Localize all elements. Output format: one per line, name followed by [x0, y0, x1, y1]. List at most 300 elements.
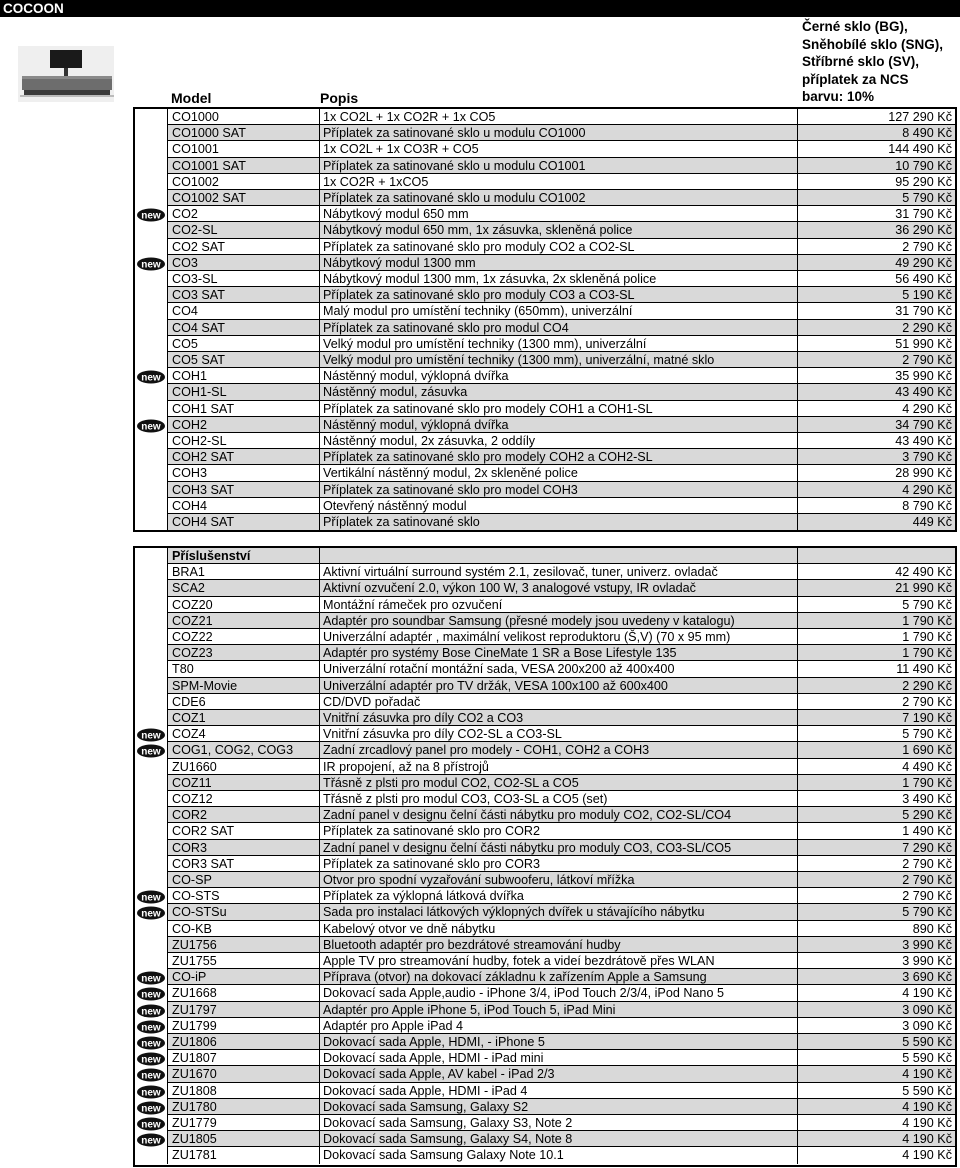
- price-cell: 3 490 Kč: [797, 791, 955, 807]
- model-cell: CO3 SAT: [167, 287, 319, 303]
- model-cell: CO5 SAT: [167, 352, 319, 368]
- model-cell: ZU1799: [167, 1018, 319, 1034]
- page-title: COCOON: [3, 1, 64, 16]
- model-cell: ZU1670: [167, 1066, 319, 1082]
- description-cell: Adaptér pro soundbar Samsung (přesné modely jsou uvedeny v katalogu): [319, 613, 797, 629]
- price-cell: 5 190 Kč: [797, 287, 955, 303]
- new-badge-icon: [135, 206, 167, 222]
- table-row: [135, 694, 955, 710]
- description-cell: Dokovací sada Apple,audio - iPhone 3/4, iPod Touch 2/3/4, iPod Nano 5: [319, 985, 797, 1001]
- table-row: [135, 969, 955, 985]
- table-row: [135, 384, 955, 400]
- description-cell: Univerzální rotační montážní sada, VESA 200x200 až 400x400: [319, 661, 797, 677]
- new-badge-label: new: [141, 730, 161, 742]
- description-cell: Montážní rámeček pro ozvučení: [319, 597, 797, 613]
- model-cell: COZ22: [167, 629, 319, 645]
- price-cell: 21 990 Kč: [797, 580, 955, 596]
- description-cell: Příprava (otvor) na dokovací základnu k zařízením Apple a Samsung: [319, 969, 797, 985]
- section-header-row: [135, 548, 955, 564]
- price-cell: 5 790 Kč: [797, 904, 955, 920]
- table-row: [135, 1131, 955, 1147]
- column-header-model: Model: [171, 90, 212, 106]
- description-cell: Příplatek za satinované sklo pro moduly CO3 a CO3-SL: [319, 287, 797, 303]
- new-badge-label: new: [141, 1135, 161, 1147]
- description-cell: Příplatek za satinované sklo pro model COH3: [319, 482, 797, 498]
- model-cell: ZU1806: [167, 1034, 319, 1050]
- description-cell: Nástěnný modul, výklopná dvířka: [319, 417, 797, 433]
- table-row: [135, 710, 955, 726]
- model-cell: CO4: [167, 303, 319, 319]
- table-row: [135, 580, 955, 596]
- price-cell: 3 990 Kč: [797, 937, 955, 953]
- new-badge-icon: [135, 1002, 167, 1018]
- description-cell: Dokovací sada Apple, HDMI - iPad 4: [319, 1083, 797, 1099]
- description-cell: Dokovací sada Apple, HDMI - iPad mini: [319, 1050, 797, 1066]
- table-row: [135, 498, 955, 514]
- price-header-line: barvu: 10%: [802, 89, 875, 104]
- table-row: [135, 775, 955, 791]
- description-cell: Bluetooth adaptér pro bezdrátové streamování hudby: [319, 937, 797, 953]
- price-cell: 3 990 Kč: [797, 953, 955, 969]
- price-cell: 11 490 Kč: [797, 661, 955, 677]
- table-row: [135, 336, 955, 352]
- new-badge-icon: [135, 742, 167, 758]
- price-cell: 4 190 Kč: [797, 985, 955, 1001]
- description-cell: Univerzální adaptér pro TV držák, VESA 100x100 až 600x400: [319, 678, 797, 694]
- model-cell: CO-iP: [167, 969, 319, 985]
- table-row: [135, 158, 955, 174]
- description-cell: Zadní zrcadlový panel pro modely - COH1, COH2 a COH3: [319, 742, 797, 758]
- model-cell: CO-KB: [167, 921, 319, 937]
- new-badge-icon: [135, 1066, 167, 1082]
- price-cell: 4 190 Kč: [797, 1115, 955, 1131]
- model-cell: CO-SP: [167, 872, 319, 888]
- new-badge-label: new: [141, 210, 161, 222]
- model-cell: ZU1808: [167, 1083, 319, 1099]
- description-cell: CD/DVD pořadač: [319, 694, 797, 710]
- price-cell: 2 790 Kč: [797, 888, 955, 904]
- price-cell: 35 990 Kč: [797, 368, 955, 384]
- model-cell: SPM-Movie: [167, 678, 319, 694]
- model-cell: CO1000: [167, 109, 319, 125]
- model-cell: CO2-SL: [167, 222, 319, 238]
- model-cell: COH2: [167, 417, 319, 433]
- description-cell: Adaptér pro Apple iPad 4: [319, 1018, 797, 1034]
- table-row: [135, 921, 955, 937]
- table-row: [135, 222, 955, 238]
- description-cell: Dokovací sada Apple, AV kabel - iPad 2/3: [319, 1066, 797, 1082]
- table-row: [135, 1147, 955, 1163]
- description-cell: Aktivní ozvučení 2.0, výkon 100 W, 3 analogové vstupy, IR ovladač: [319, 580, 797, 596]
- description-cell: Otevřený nástěnný modul: [319, 498, 797, 514]
- table-row: [135, 514, 955, 530]
- model-cell: CO2: [167, 206, 319, 222]
- description-cell: Nástěnný modul, 2x zásuvka, 2 oddíly: [319, 433, 797, 449]
- column-header-price: [802, 18, 957, 106]
- table-row: [135, 791, 955, 807]
- model-cell: ZU1780: [167, 1099, 319, 1115]
- price-cell: 2 790 Kč: [797, 856, 955, 872]
- model-cell: CO5: [167, 336, 319, 352]
- description-cell: Nábytkový modul 1300 mm: [319, 255, 797, 271]
- description-cell: IR propojení, až na 8 přístrojů: [319, 759, 797, 775]
- model-cell: ZU1779: [167, 1115, 319, 1131]
- price-cell: 95 290 Kč: [797, 174, 955, 190]
- model-cell: T80: [167, 661, 319, 677]
- model-cell: CO1001: [167, 141, 319, 157]
- description-cell: Velký modul pro umístění techniky (1300 mm), univerzální, matné sklo: [319, 352, 797, 368]
- new-badge-label: new: [141, 1103, 161, 1115]
- new-badge-icon: [135, 417, 167, 433]
- table-row: [135, 303, 955, 319]
- price-cell: 890 Kč: [797, 921, 955, 937]
- price-cell: 2 790 Kč: [797, 352, 955, 368]
- model-cell: Příslušenství: [167, 548, 319, 564]
- new-badge-label: new: [141, 989, 161, 1001]
- new-badge-label: new: [141, 1119, 161, 1131]
- new-badge-icon: [135, 1018, 167, 1034]
- model-cell: CO2 SAT: [167, 239, 319, 255]
- price-header-line: příplatek za NCS: [802, 71, 909, 87]
- new-badge-icon: [135, 1050, 167, 1066]
- new-badge-icon: [135, 368, 167, 384]
- model-cell: ZU1797: [167, 1002, 319, 1018]
- model-cell: COZ23: [167, 645, 319, 661]
- price-cell: [797, 548, 955, 564]
- column-header-description: Popis: [320, 90, 359, 106]
- description-cell: 1x CO2L + 1x CO3R + CO5: [319, 141, 797, 157]
- table-row: [135, 742, 955, 758]
- table-row: [135, 320, 955, 336]
- table-row: [135, 985, 955, 1001]
- model-cell: COZ21: [167, 613, 319, 629]
- new-badge-icon: [135, 1099, 167, 1115]
- price-cell: 127 290 Kč: [797, 109, 955, 125]
- model-cell: CO1000 SAT: [167, 125, 319, 141]
- price-cell: 5 790 Kč: [797, 597, 955, 613]
- description-cell: Dokovací sada Samsung, Galaxy S4, Note 8: [319, 1131, 797, 1147]
- new-badge-icon: [135, 1131, 167, 1147]
- description-cell: Příplatek za satinované sklo u modulu CO1001: [319, 158, 797, 174]
- description-cell: Nástěnný modul, zásuvka: [319, 384, 797, 400]
- model-cell: ZU1668: [167, 985, 319, 1001]
- model-cell: COH1: [167, 368, 319, 384]
- model-cell: COR2 SAT: [167, 823, 319, 839]
- description-cell: Sada pro instalaci látkových výklopných dvířek u stávajícího nábytku: [319, 904, 797, 920]
- price-cell: 28 990 Kč: [797, 465, 955, 481]
- description-cell: Příplatek za satinované sklo pro modul CO4: [319, 320, 797, 336]
- new-badge-label: new: [141, 746, 161, 758]
- description-cell: Vertikální nástěnný modul, 2x skleněné police: [319, 465, 797, 481]
- new-badge-label: new: [141, 1087, 161, 1099]
- new-badge-label: new: [141, 1054, 161, 1066]
- description-cell: Příplatek za výklopná látková dvířka: [319, 888, 797, 904]
- price-cell: 5 290 Kč: [797, 807, 955, 823]
- table-row: [135, 287, 955, 303]
- table-row: [135, 807, 955, 823]
- price-cell: 1 790 Kč: [797, 775, 955, 791]
- price-cell: 51 990 Kč: [797, 336, 955, 352]
- model-cell: ZU1756: [167, 937, 319, 953]
- price-cell: 1 690 Kč: [797, 742, 955, 758]
- price-cell: 4 190 Kč: [797, 1131, 955, 1147]
- product-image: [12, 42, 120, 106]
- table-row: [135, 1083, 955, 1099]
- model-cell: CO-STS: [167, 888, 319, 904]
- table-row: [135, 239, 955, 255]
- description-cell: Příplatek za satinované sklo: [319, 514, 797, 530]
- new-badge-label: new: [141, 892, 161, 904]
- price-cell: 43 490 Kč: [797, 384, 955, 400]
- title-bar: [0, 0, 960, 17]
- price-cell: 2 790 Kč: [797, 872, 955, 888]
- price-cell: 3 790 Kč: [797, 449, 955, 465]
- description-cell: Třásně z plsti pro modul CO2, CO2-SL a CO5: [319, 775, 797, 791]
- table-row: [135, 904, 955, 920]
- model-cell: ZU1805: [167, 1131, 319, 1147]
- table-row: [135, 449, 955, 465]
- model-cell: COR3 SAT: [167, 856, 319, 872]
- model-cell: SCA2: [167, 580, 319, 596]
- price-cell: 43 490 Kč: [797, 433, 955, 449]
- table-row: [135, 1115, 955, 1131]
- model-cell: COZ20: [167, 597, 319, 613]
- price-cell: 1 790 Kč: [797, 645, 955, 661]
- table-row: [135, 840, 955, 856]
- description-cell: Příplatek za satinované sklo u modulu CO1002: [319, 190, 797, 206]
- table-row: [135, 109, 955, 125]
- model-cell: COZ4: [167, 726, 319, 742]
- table-row: [135, 564, 955, 580]
- table-row: [135, 174, 955, 190]
- table-row: [135, 368, 955, 384]
- price-cell: 49 290 Kč: [797, 255, 955, 271]
- new-badge-icon: [135, 1083, 167, 1099]
- model-cell: COZ12: [167, 791, 319, 807]
- table-row: [135, 271, 955, 287]
- price-cell: 31 790 Kč: [797, 206, 955, 222]
- table-row: [135, 678, 955, 694]
- price-cell: 36 290 Kč: [797, 222, 955, 238]
- model-cell: COZ11: [167, 775, 319, 791]
- new-badge-icon: [135, 1034, 167, 1050]
- table-row: [135, 597, 955, 613]
- table-row: [135, 661, 955, 677]
- price-cell: 4 490 Kč: [797, 759, 955, 775]
- price-cell: 449 Kč: [797, 514, 955, 530]
- description-cell: Malý modul pro umístění techniky (650mm), univerzální: [319, 303, 797, 319]
- model-cell: ZU1807: [167, 1050, 319, 1066]
- price-cell: 56 490 Kč: [797, 271, 955, 287]
- description-cell: 1x CO2R + 1xCO5: [319, 174, 797, 190]
- price-header-line: Černé sklo (BG),: [802, 19, 908, 34]
- description-cell: Příplatek za satinované sklo pro modely COH2 a COH2-SL: [319, 449, 797, 465]
- table-row: [135, 1066, 955, 1082]
- price-header-line: Sněhobílé sklo (SNG),: [802, 36, 944, 52]
- model-cell: CO1001 SAT: [167, 158, 319, 174]
- model-cell: COH1 SAT: [167, 401, 319, 417]
- table-row: [135, 856, 955, 872]
- price-cell: 3 090 Kč: [797, 1002, 955, 1018]
- new-badge-label: new: [141, 259, 161, 271]
- price-cell: 31 790 Kč: [797, 303, 955, 319]
- description-cell: Dokovací sada Samsung, Galaxy S2: [319, 1099, 797, 1115]
- description-cell: Zadní panel v designu čelní části nábytku pro moduly CO2, CO2-SL/CO4: [319, 807, 797, 823]
- description-cell: Apple TV pro streamování hudby, fotek a videí bezdrátově přes WLAN: [319, 953, 797, 969]
- new-badge-label: new: [141, 1038, 161, 1050]
- price-cell: 1 490 Kč: [797, 823, 955, 839]
- table-row: [135, 141, 955, 157]
- description-cell: Dokovací sada Samsung, Galaxy S3, Note 2: [319, 1115, 797, 1131]
- price-cell: 8 790 Kč: [797, 498, 955, 514]
- table-row: [135, 1034, 955, 1050]
- model-cell: COH4 SAT: [167, 514, 319, 530]
- price-cell: 4 290 Kč: [797, 401, 955, 417]
- model-cell: ZU1755: [167, 953, 319, 969]
- model-cell: CO4 SAT: [167, 320, 319, 336]
- price-header-line: Stříbrné sklo (SV),: [802, 54, 920, 69]
- price-cell: 34 790 Kč: [797, 417, 955, 433]
- new-badge-label: new: [141, 1070, 161, 1082]
- description-cell: Vnitřní zásuvka pro díly CO2 a CO3: [319, 710, 797, 726]
- description-cell: Příplatek za satinované sklo pro modely COH1 a COH1-SL: [319, 401, 797, 417]
- model-cell: COH2 SAT: [167, 449, 319, 465]
- accessories-table: [133, 546, 957, 1167]
- table-row: [135, 401, 955, 417]
- price-cell: 7 190 Kč: [797, 710, 955, 726]
- description-cell: Dokovací sada Apple, HDMI, - iPhone 5: [319, 1034, 797, 1050]
- price-cell: 3 090 Kč: [797, 1018, 955, 1034]
- model-cell: ZU1781: [167, 1147, 319, 1163]
- new-badge-icon: [135, 904, 167, 920]
- model-cell: CO-STSu: [167, 904, 319, 920]
- table-row: [135, 417, 955, 433]
- description-cell: Příplatek za satinované sklo pro moduly CO2 a CO2-SL: [319, 239, 797, 255]
- new-badge-label: new: [141, 372, 161, 384]
- price-cell: 8 490 Kč: [797, 125, 955, 141]
- table-row: [135, 937, 955, 953]
- price-cell: 42 490 Kč: [797, 564, 955, 580]
- price-cell: 1 790 Kč: [797, 613, 955, 629]
- table-row: [135, 888, 955, 904]
- model-cell: BRA1: [167, 564, 319, 580]
- table-row: [135, 629, 955, 645]
- new-badge-icon: [135, 985, 167, 1001]
- new-badge-icon: [135, 726, 167, 742]
- description-cell: Dokovací sada Samsung Galaxy Note 10.1: [319, 1147, 797, 1163]
- table-row: [135, 759, 955, 775]
- model-cell: COR3: [167, 840, 319, 856]
- description-cell: [319, 548, 797, 564]
- description-cell: Nábytkový modul 650 mm, 1x zásuvka, skleněná police: [319, 222, 797, 238]
- price-cell: 1 790 Kč: [797, 629, 955, 645]
- description-cell: Třásně z plsti pro modul CO3, CO3-SL a CO5 (set): [319, 791, 797, 807]
- price-cell: 5 590 Kč: [797, 1050, 955, 1066]
- new-badge-label: new: [141, 908, 161, 920]
- description-cell: Příplatek za satinované sklo u modulu CO1000: [319, 125, 797, 141]
- new-badge-icon: [135, 1115, 167, 1131]
- price-cell: 2 790 Kč: [797, 239, 955, 255]
- model-cell: COH3: [167, 465, 319, 481]
- description-cell: Kabelový otvor ve dně nábytku: [319, 921, 797, 937]
- model-cell: COR2: [167, 807, 319, 823]
- new-badge-label: new: [141, 1022, 161, 1034]
- description-cell: Zadní panel v designu čelní části nábytku pro moduly CO3, CO3-SL/CO5: [319, 840, 797, 856]
- description-cell: Otvor pro spodní vyzařování subwooferu, látkoví mřížka: [319, 872, 797, 888]
- price-cell: 4 190 Kč: [797, 1147, 955, 1163]
- price-cell: 2 290 Kč: [797, 678, 955, 694]
- table-row: [135, 872, 955, 888]
- description-cell: 1x CO2L + 1x CO2R + 1x CO5: [319, 109, 797, 125]
- table-row: [135, 726, 955, 742]
- table-row: [135, 1099, 955, 1115]
- table-row: [135, 1002, 955, 1018]
- new-badge-icon: [135, 888, 167, 904]
- model-cell: CO3-SL: [167, 271, 319, 287]
- description-cell: Nábytkový modul 1300 mm, 1x zásuvka, 2x skleněná police: [319, 271, 797, 287]
- description-cell: Adaptér pro systémy Bose CineMate 1 SR a Bose Lifestyle 135: [319, 645, 797, 661]
- price-cell: 2 790 Kč: [797, 694, 955, 710]
- model-cell: COH2-SL: [167, 433, 319, 449]
- description-cell: Příplatek za satinované sklo pro COR3: [319, 856, 797, 872]
- model-cell: COZ1: [167, 710, 319, 726]
- description-cell: Nástěnný modul, výklopná dvířka: [319, 368, 797, 384]
- new-badge-icon: [135, 969, 167, 985]
- description-cell: Adaptér pro Apple iPhone 5, iPod Touch 5, iPad Mini: [319, 1002, 797, 1018]
- model-cell: CDE6: [167, 694, 319, 710]
- price-cell: 5 790 Kč: [797, 190, 955, 206]
- description-cell: Aktivní virtuální surround systém 2.1, zesilovač, tuner, univerz. ovladač: [319, 564, 797, 580]
- table-row: [135, 465, 955, 481]
- price-cell: 7 290 Kč: [797, 840, 955, 856]
- table-row: [135, 823, 955, 839]
- table-row: [135, 190, 955, 206]
- table-row: [135, 482, 955, 498]
- price-cell: 4 290 Kč: [797, 482, 955, 498]
- table-row: [135, 352, 955, 368]
- price-cell: 144 490 Kč: [797, 141, 955, 157]
- table-row: [135, 255, 955, 271]
- price-cell: 3 690 Kč: [797, 969, 955, 985]
- model-cell: COH1-SL: [167, 384, 319, 400]
- model-cell: ZU1660: [167, 759, 319, 775]
- product-table: [133, 107, 957, 532]
- new-badge-label: new: [141, 1006, 161, 1018]
- description-cell: Vnitřní zásuvka pro díly CO2-SL a CO3-SL: [319, 726, 797, 742]
- new-badge-label: new: [141, 421, 161, 433]
- table-row: [135, 1050, 955, 1066]
- table-row: [135, 433, 955, 449]
- price-cell: 4 190 Kč: [797, 1066, 955, 1082]
- model-cell: COH4: [167, 498, 319, 514]
- model-cell: COG1, COG2, COG3: [167, 742, 319, 758]
- description-cell: Nábytkový modul 650 mm: [319, 206, 797, 222]
- model-cell: COH3 SAT: [167, 482, 319, 498]
- price-cell: 4 190 Kč: [797, 1099, 955, 1115]
- price-cell: 10 790 Kč: [797, 158, 955, 174]
- model-cell: CO3: [167, 255, 319, 271]
- new-badge-label: new: [141, 973, 161, 985]
- table-row: [135, 613, 955, 629]
- price-cell: 5 590 Kč: [797, 1034, 955, 1050]
- table-row: [135, 645, 955, 661]
- model-cell: CO1002 SAT: [167, 190, 319, 206]
- table-row: [135, 1018, 955, 1034]
- table-row: [135, 953, 955, 969]
- price-cell: 5 590 Kč: [797, 1083, 955, 1099]
- description-cell: Velký modul pro umístění techniky (1300 mm), univerzální: [319, 336, 797, 352]
- table-row: [135, 206, 955, 222]
